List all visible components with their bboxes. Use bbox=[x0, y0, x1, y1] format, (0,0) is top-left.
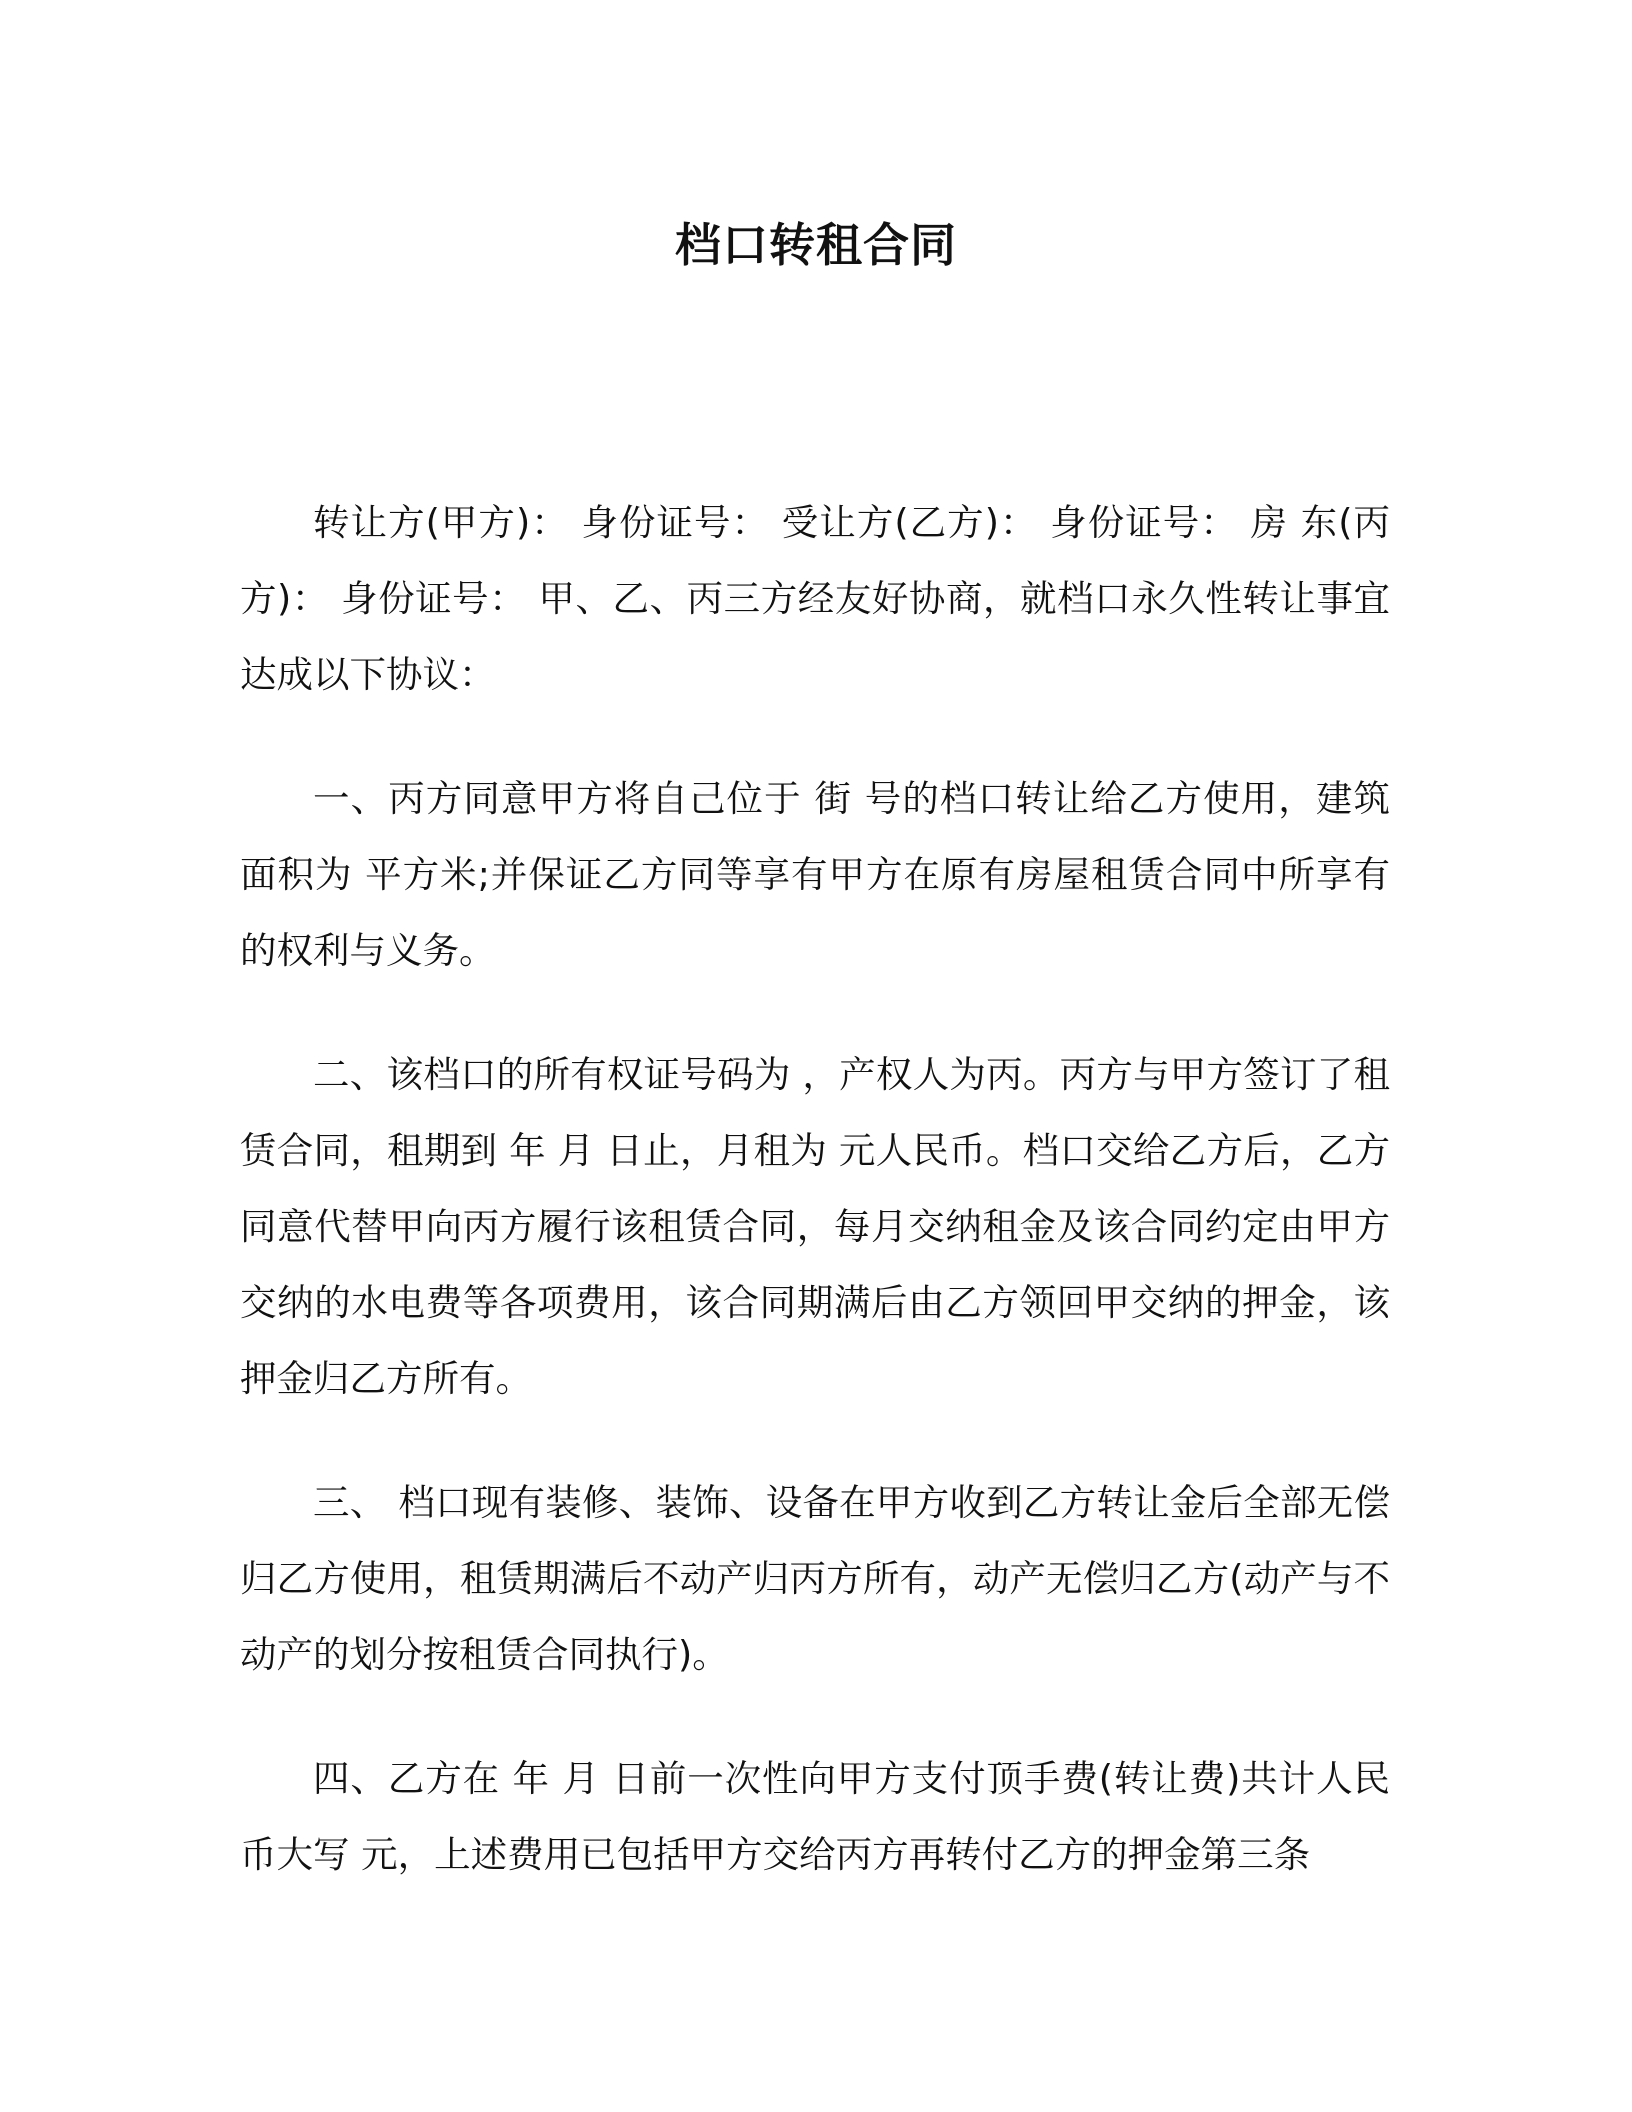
paragraph-clause-3: 三、 档口现有装修、装饰、设备在甲方收到乙方转让金后全部无偿归乙方使用，租赁期满后不动产归丙方所有，动产无偿归乙方(动产与不动产的划分按租赁合同执行)。 bbox=[240, 1481, 1390, 1676]
paragraph-parties: 转让方(甲方)： 身份证号： 受让方(乙方)： 身份证号： 房 东(丙方)： 身份证号： 甲、乙、丙三方经友好协商，就档口永久性转让事宜达成以下协议： bbox=[240, 501, 1390, 696]
paragraph-clause-1: 一、丙方同意甲方将自己位于 街 号的档口转让给乙方使用，建筑面积为 平方米;并保证乙方同等享有甲方在原有房屋租赁合同中所享有的权利与义务。 bbox=[240, 777, 1390, 972]
document-title: 档口转租合同 bbox=[675, 218, 957, 272]
paragraph-clause-2: 二、该档口的所有权证号码为 ，产权人为丙。丙方与甲方签订了租赁合同，租期到 年 月 日止，月租为 元人民币。档口交给乙方后，乙方同意代替甲向丙方履行该租赁合同，每月交纳租金及该合同约定由甲方交纳的水电费等各项费用，该合同期满后由乙方领回甲交纳的押金，该押金归乙方所有。 bbox=[240, 1053, 1390, 1400]
document-body bbox=[240, 485, 1390, 1941]
paragraph-clause-4: 四、乙方在 年 月 日前一次性向甲方支付顶手费(转让费)共计人民币大写 元，上述费用已包括甲方交给丙方再转付乙方的押金第三条 bbox=[240, 1757, 1390, 1876]
